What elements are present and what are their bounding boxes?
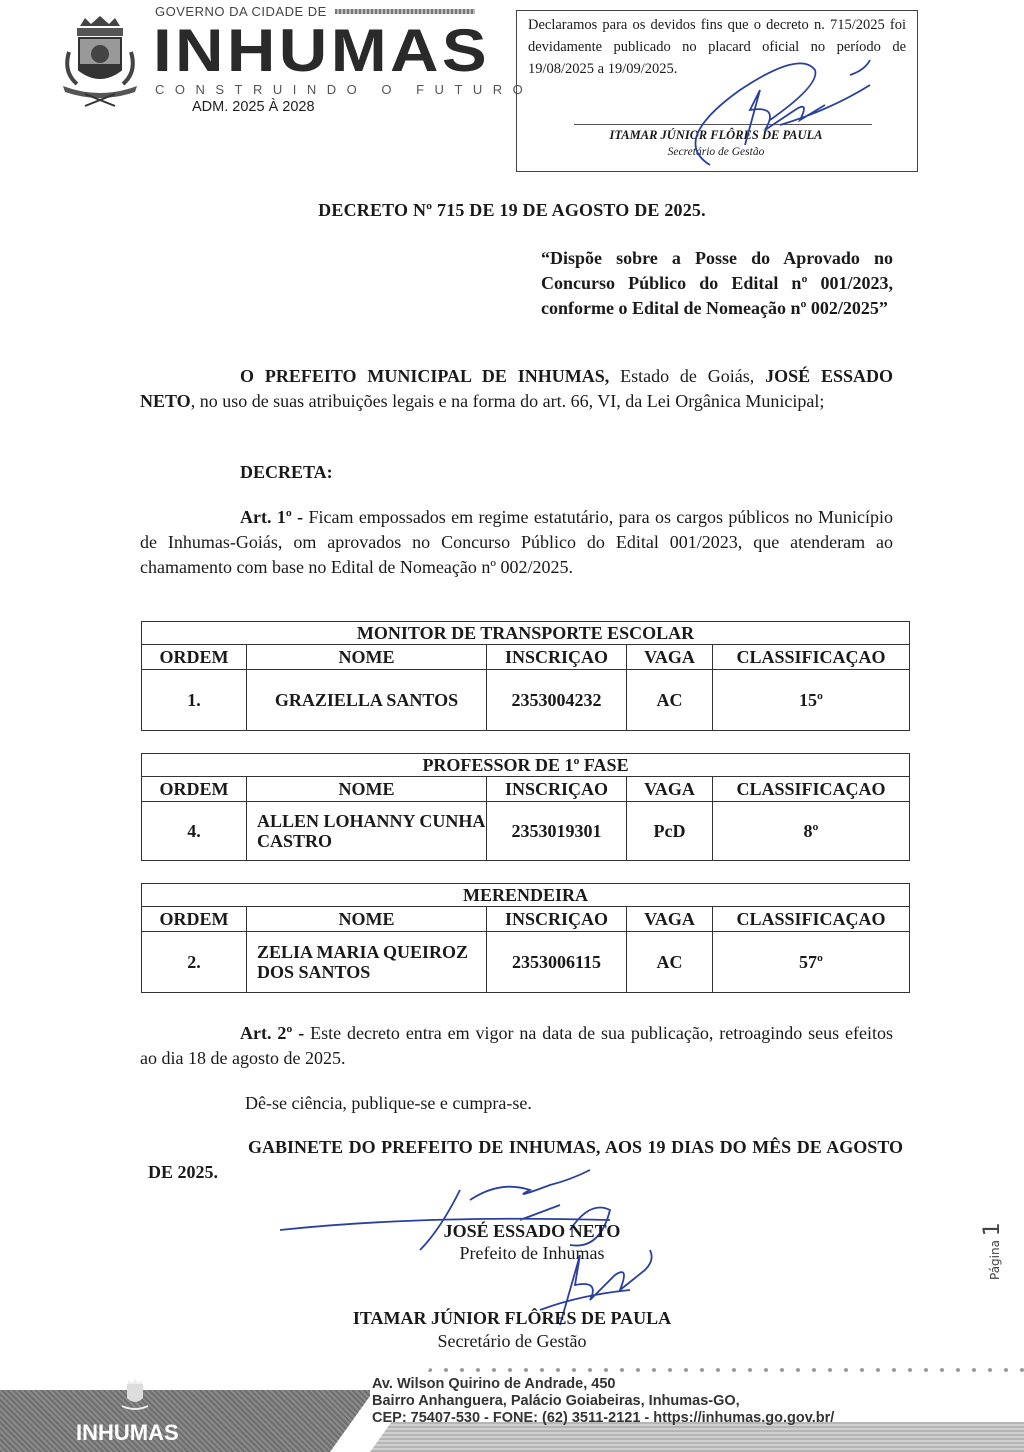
article-2: [140, 1021, 893, 1071]
preamble-text-1: Estado de Goiás,: [609, 366, 766, 386]
page-label: Página: [988, 1240, 1002, 1280]
appointee-table: [141, 753, 910, 861]
city-crest-logo: [55, 12, 145, 107]
header-vaga: VAGA: [627, 907, 713, 932]
header-classificacao: CLASSIFICAÇAO: [713, 907, 910, 932]
address-line-2: Bairro Anhanguera, Palácio Goiabeiras, Inhumas-GO,: [372, 1393, 740, 1409]
cell-inscricao: 2353019301: [487, 802, 627, 861]
article-1-text: Ficam empossados em regime estatutário, para os cargos públicos no Município de Inhumas-Goiás, om aprovados no Concurso Público do Edital 001/2023, que atenderam ao chamamento com base no Edital de Nomeação nº 002/2025.: [140, 507, 894, 577]
signature-line: [574, 124, 872, 125]
cell-ordem: 1.: [142, 670, 247, 731]
cell-classificacao: 15º: [713, 670, 910, 731]
cell-vaga: AC: [627, 670, 713, 731]
header-nome: NOME: [247, 777, 487, 802]
declaration-signatory-name: ITAMAR JÚNIOR FLÔRES DE PAULA: [609, 128, 823, 142]
decreta-heading: DECRETA:: [240, 462, 333, 482]
mayor-name: JOSÉ ESSADO NETO: [443, 1221, 621, 1241]
footer-logo-panel: [0, 1390, 370, 1452]
header-inscricao: INSCRIÇAO: [487, 907, 627, 932]
decorative-bar: [335, 9, 475, 14]
cell-nome: GRAZIELLA SANTOS: [247, 670, 487, 731]
table-row: [142, 802, 910, 861]
header-vaga: VAGA: [627, 645, 713, 670]
cell-inscricao: 2353004232: [487, 670, 627, 731]
cell-ordem: 4.: [142, 802, 247, 861]
cell-nome: ZELIA MARIA QUEIROZ DOS SANTOS: [247, 932, 487, 993]
decree-preamble: [140, 364, 893, 414]
cell-ordem: 2.: [142, 932, 247, 993]
table-caption-row: [142, 884, 910, 907]
cell-nome: ALLEN LOHANNY CUNHA CASTRO: [247, 802, 487, 861]
cell-vaga: PcD: [627, 802, 713, 861]
position-title: MERENDEIRA: [142, 884, 910, 907]
header-ordem: ORDEM: [142, 907, 247, 932]
page-number-value: 1: [980, 1222, 1005, 1237]
article-2-text: Este decreto entra em vigor na data de sua publicação, retroagindo seus efeitos ao dia 18 de agosto de 2025.: [140, 1023, 893, 1068]
footer-crest-icon: [118, 1378, 152, 1414]
closing-formula: Dê-se ciência, publique-se e cumpra-se.: [245, 1093, 532, 1113]
header-vaga: VAGA: [627, 777, 713, 802]
table-row: [142, 932, 910, 993]
table-header-row: [142, 645, 910, 670]
table-caption-row: [142, 622, 910, 645]
position-title: PROFESSOR DE 1º FASE: [142, 754, 910, 777]
appointee-table: [141, 883, 910, 993]
cell-classificacao: 57º: [713, 932, 910, 993]
cell-classificacao: 8º: [713, 802, 910, 861]
address-line-3[interactable]: CEP: 75407-530 - FONE: (62) 3511-2121 - https://inhumas.go.gov.br/: [372, 1410, 835, 1426]
appointee-table: [141, 621, 910, 731]
mayor-role: Prefeito de Inhumas: [459, 1243, 605, 1263]
footer-logo-text: INHUMAS: [76, 1420, 179, 1445]
cell-inscricao: 2353006115: [487, 932, 627, 993]
header-classificacao: CLASSIFICAÇAO: [713, 777, 910, 802]
header-inscricao: INSCRIÇAO: [487, 645, 627, 670]
position-title: MONITOR DE TRANSPORTE ESCOLAR: [142, 622, 910, 645]
declaration-signatory-role: Secretário de Gestão: [667, 146, 765, 158]
address-line-1: Av. Wilson Quirino de Andrade, 450: [372, 1376, 616, 1392]
table-header-row: [142, 777, 910, 802]
table-row: [142, 670, 910, 731]
page-number: [980, 1222, 1005, 1280]
footer-address: [372, 1376, 834, 1427]
table-caption-row: [142, 754, 910, 777]
article-1: [140, 505, 893, 580]
declaration-text: Declaramos para os devidos fins que o decreto n. 715/2025 foi devidamente publicado no placard oficial no período de 19/08/2025 a 19/09/2025.: [528, 17, 906, 77]
header-nome: NOME: [247, 645, 487, 670]
cell-vaga: AC: [627, 932, 713, 993]
secretary-name: ITAMAR JÚNIOR FLÔRES DE PAULA: [352, 1308, 672, 1328]
secretary-role: Secretário de Gestão: [437, 1331, 587, 1351]
tagline: CONSTRUINDO O FUTURO: [155, 82, 534, 97]
footer-dotted-line: [390, 1366, 1024, 1374]
header-classificacao: CLASSIFICAÇAO: [713, 645, 910, 670]
article-2-label: Art. 2º -: [240, 1023, 305, 1043]
government-label-text: GOVERNO DA CIDADE DE: [155, 4, 327, 19]
header-ordem: ORDEM: [142, 777, 247, 802]
header-nome: NOME: [247, 907, 487, 932]
header-ordem: ORDEM: [142, 645, 247, 670]
decree-ementa: “Dispõe sobre a Posse do Aprovado no Concurso Público do Edital nº 001/2023, conforme o Edital de Nomeação nº 002/2025”: [541, 248, 893, 318]
article-1-label: Art. 1º -: [240, 507, 304, 527]
table-header-row: [142, 907, 910, 932]
city-name-logo: INHUMAS: [153, 17, 491, 84]
administration-label: ADM. 2025 À 2028: [192, 99, 315, 115]
preamble-authority: O PREFEITO MUNICIPAL DE INHUMAS,: [240, 366, 610, 386]
preamble-mayor-name: JOSÉ ESSADO NETO: [140, 366, 893, 411]
decree-title: DECRETO Nº 715 DE 19 DE AGOSTO DE 2025.: [318, 200, 706, 220]
preamble-text-2: , no uso de suas atribuições legais e na forma do art. 66, VI, da Lei Orgânica Municipal;: [190, 391, 825, 411]
gabinete-statement: GABINETE DO PREFEITO DE INHUMAS, AOS 19 DIAS DO MÊS DE AGOSTO DE 2025.: [148, 1137, 903, 1182]
header-inscricao: INSCRIÇAO: [487, 777, 627, 802]
